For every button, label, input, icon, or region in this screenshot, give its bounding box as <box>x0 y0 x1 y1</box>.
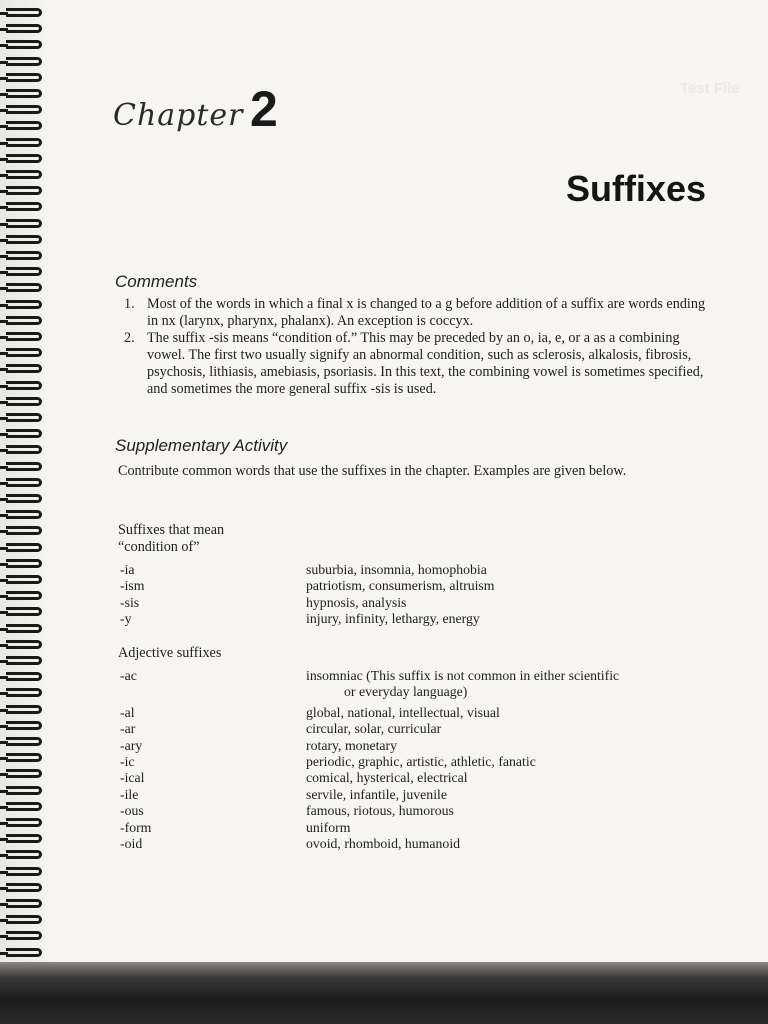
suffix-row <box>118 721 718 737</box>
comments-heading: Comments <box>115 272 198 291</box>
examples: famous, riotous, humorous <box>306 803 454 819</box>
examples: uniform <box>306 819 351 835</box>
condition-label-line: “condition of” <box>118 539 200 555</box>
suffix: -ac <box>120 668 137 683</box>
binding-coil <box>6 948 42 957</box>
examples: global, national, intellectual, visual <box>306 704 500 720</box>
examples-continuation: or everyday language) <box>344 684 468 700</box>
binding-coil <box>6 883 42 892</box>
binding-coil <box>6 640 42 649</box>
binding-coil <box>6 105 42 114</box>
binding-coil <box>6 24 42 33</box>
condition-label-line: Suffixes that mean <box>118 522 225 538</box>
suffix-row <box>118 595 718 611</box>
binding-coil <box>6 364 42 373</box>
binding-coil <box>6 219 42 228</box>
binding-coil <box>6 186 42 195</box>
binding-coil <box>6 543 42 552</box>
binding-coil <box>6 462 42 471</box>
chapter-number: 2 <box>250 81 278 137</box>
examples: rotary, monetary <box>306 737 398 753</box>
condition-suffix-table <box>118 562 718 628</box>
binding-coil <box>6 802 42 811</box>
suffix: -y <box>120 611 132 627</box>
binding-coil <box>6 8 42 17</box>
comment-number: 1. <box>124 296 135 312</box>
binding-coil <box>6 283 42 292</box>
binding-coil <box>6 721 42 730</box>
binding-coil <box>6 89 42 98</box>
examples: circular, solar, curricular <box>306 721 442 737</box>
binding-coil <box>6 445 42 454</box>
binding-coil <box>6 575 42 584</box>
suffix: -ism <box>120 578 145 594</box>
suffix: -ile <box>120 786 139 802</box>
binding-coil <box>6 850 42 859</box>
binding-coil <box>6 154 42 163</box>
suffix: -form <box>120 819 152 835</box>
binding-coil <box>6 121 42 130</box>
adjective-suffix-table <box>118 668 718 852</box>
binding-coil <box>6 915 42 924</box>
binding-coil <box>6 510 42 519</box>
suffix-row <box>118 738 718 754</box>
binding-coil <box>6 202 42 211</box>
examples <box>306 668 718 701</box>
binding-coil <box>6 899 42 908</box>
binding-coil <box>6 478 42 487</box>
binding-coil <box>6 494 42 503</box>
binding-coil <box>6 267 42 276</box>
suffix: -ar <box>120 721 136 737</box>
examples: comical, hysterical, electrical <box>306 770 468 786</box>
suffix: -oid <box>120 836 143 852</box>
binding-coil <box>6 348 42 357</box>
comment-text: The suffix -sis means “condition of.” This may be preceded by an o, ia, e, or a as a combining vowel. The first two usually signify an abnormal condition, such as sclerosis, alkalosis, fibrosis, psychosis, lithiasis, amebiasis, psoriasis. In this text, the combining vowel is sometimes specified, and sometimes the more general suffix -sis is used. <box>147 330 704 397</box>
comment-number: 2. <box>124 330 135 346</box>
binding-coil <box>6 786 42 795</box>
bleed-through-text: Test File <box>680 80 740 97</box>
examples: injury, infinity, lethargy, energy <box>306 611 480 627</box>
examples: suburbia, insomnia, homophobia <box>306 562 487 577</box>
binding-coil <box>6 413 42 422</box>
binding-coil <box>6 526 42 535</box>
binding-coil <box>6 624 42 633</box>
suffix-row <box>118 754 718 770</box>
suffix: -sis <box>120 594 140 610</box>
binding-coil <box>6 753 42 762</box>
chapter-label: Chapter <box>113 98 244 133</box>
examples: hypnosis, analysis <box>306 594 407 610</box>
comment-item <box>120 296 712 330</box>
binding-coil <box>6 170 42 179</box>
activity-heading: Supplementary Activity <box>115 436 288 455</box>
suffix: -ary <box>120 737 143 753</box>
binding-coil <box>6 931 42 940</box>
suffix: -ical <box>120 770 145 786</box>
binding-coil <box>6 300 42 309</box>
binding-coil <box>6 607 42 616</box>
activity-intro: Contribute common words that use the suffixes in the chapter. Examples are given below. <box>118 463 627 479</box>
suffix-row <box>118 611 718 627</box>
suffix-row <box>118 562 718 578</box>
binding-coil <box>6 40 42 49</box>
binding-coil <box>6 867 42 876</box>
binding-coil <box>6 381 42 390</box>
binding-coil <box>6 818 42 827</box>
spiral-binding <box>0 0 52 968</box>
binding-coil <box>6 688 42 697</box>
binding-coil <box>6 559 42 568</box>
binding-coil <box>6 251 42 260</box>
binding-coil <box>6 235 42 244</box>
suffix-row <box>118 836 718 852</box>
binding-coil <box>6 705 42 714</box>
page-edge-shadow <box>0 962 768 1024</box>
comment-item <box>120 330 712 398</box>
comment-text: Most of the words in which a final x is changed to a g before addition of a suffix are words ending in nx (larynx, pharynx, phalanx). An exception is coccyx. <box>147 296 706 329</box>
binding-coil <box>6 73 42 82</box>
suffix-row <box>118 770 718 786</box>
suffix: -ia <box>120 562 135 577</box>
binding-coil <box>6 316 42 325</box>
binding-coil <box>6 429 42 438</box>
examples: patriotism, consumerism, altruism <box>306 578 495 594</box>
suffix: -al <box>120 704 135 720</box>
examples: ovoid, rhomboid, humanoid <box>306 836 461 852</box>
comments-list <box>120 296 712 398</box>
suffix-row <box>118 787 718 803</box>
examples: periodic, graphic, artistic, athletic, fanatic <box>306 754 536 770</box>
suffix-row <box>118 803 718 819</box>
suffix: -ous <box>120 803 144 819</box>
binding-coil <box>6 332 42 341</box>
suffix: -ic <box>120 754 135 770</box>
suffix-row <box>118 820 718 836</box>
suffix-row <box>118 705 718 721</box>
examples-line: insomniac (This suffix is not common in either scientific <box>306 668 620 683</box>
binding-coil <box>6 656 42 665</box>
binding-coil <box>6 397 42 406</box>
binding-coil <box>6 834 42 843</box>
binding-coil <box>6 591 42 600</box>
suffix-row <box>118 668 718 701</box>
binding-coil <box>6 672 42 681</box>
binding-coil <box>6 769 42 778</box>
suffix-row <box>118 578 718 594</box>
adjective-group-label: Adjective suffixes <box>118 645 222 661</box>
binding-coil <box>6 737 42 746</box>
page-title: Suffixes <box>565 168 706 209</box>
condition-group-label <box>118 522 224 556</box>
binding-coil <box>6 57 42 66</box>
binding-coil <box>6 138 42 147</box>
examples: servile, infantile, juvenile <box>306 786 447 802</box>
